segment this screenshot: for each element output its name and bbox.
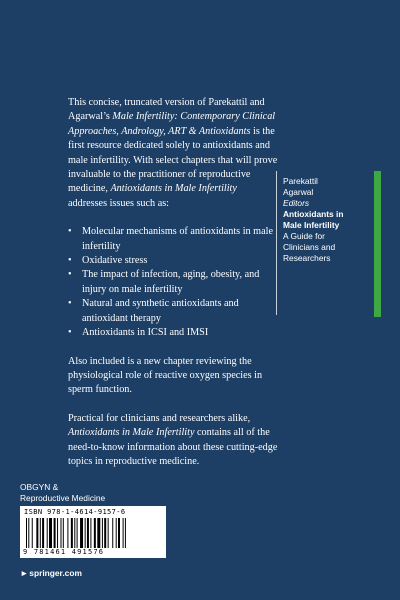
topic-text: Natural and synthetic antioxidants and antioxidant therapy [82, 298, 239, 324]
bullet-icon: • [68, 269, 72, 281]
bullet-icon: • [68, 255, 72, 267]
intro-text: is the first resource dedicated solely to antioxidants and male infertility. With select chapters that will prove invaluable to the practitioner of reproductive medicine, [68, 125, 278, 195]
topic-text: Molecular mechanisms of antioxidants in male infertility [82, 226, 273, 252]
book-title-inline: Antioxidants in Male Infertility [110, 183, 237, 195]
topics-list [68, 225, 278, 340]
editor-name: Agarwal [283, 187, 314, 197]
category-line: OBGYN & [20, 482, 59, 492]
accent-bar [374, 171, 381, 317]
publisher-website [20, 568, 82, 578]
topic-item [68, 268, 278, 297]
book-title-line: Male Infertility [283, 220, 340, 230]
practical-text: Practical for clinicians and researchers alike, [68, 412, 251, 424]
bullet-icon: • [68, 226, 72, 238]
practical-paragraph [68, 412, 278, 470]
editor-name: Parekattil [283, 176, 318, 186]
isbn-label: ISBN 978-1-4614-9157-6 [24, 508, 126, 516]
also-paragraph: Also included is a new chapter reviewing the physiological role of reactive oxygen species in sperm function. [68, 355, 263, 396]
topic-item [68, 254, 278, 268]
practical-text: contains all of the need-to-know information about these cutting-edge topics in reproductive medicine. [68, 427, 278, 467]
topic-item [68, 297, 278, 326]
subtitle-line: A Guide for [283, 231, 325, 241]
bullet-icon: • [68, 298, 72, 310]
intro-paragraph [68, 96, 278, 211]
topic-text: Antioxidants in ICSI and IMSI [82, 327, 209, 339]
side-divider [276, 171, 277, 315]
intro-text: This concise, truncated version of Parekattil and Agarwal’s [68, 97, 265, 123]
arrow-icon: ► [20, 568, 29, 578]
intro-text: addresses issues such as: [68, 197, 170, 209]
topic-text: The impact of infection, aging, obesity, and injury on male infertility [82, 269, 260, 295]
barcode [20, 506, 166, 558]
topic-item [68, 326, 278, 340]
category-line: Reproductive Medicine [20, 493, 106, 503]
editors-label: Editors [283, 198, 310, 208]
barcode-digits: 9 781461 491576 [23, 548, 105, 556]
topic-text: Oxidative stress [82, 255, 148, 267]
book-title-line: Antioxidants in [283, 209, 344, 219]
subject-category [20, 482, 105, 504]
bullet-icon: • [68, 327, 72, 339]
back-cover-blurb [68, 96, 278, 483]
topic-item [68, 225, 278, 254]
subtitle-line: Clinicians and [283, 242, 336, 252]
subtitle-line: Researchers [283, 253, 331, 263]
website-text: springer.com [29, 568, 82, 578]
parent-book-title: Male Infertility: Contemporary Clinical Approaches, Andrology, ART & Antioxidants [68, 111, 276, 137]
barcode-bars [26, 518, 162, 548]
book-title-inline: Antioxidants in Male Infertility [68, 427, 195, 439]
spine-info [283, 176, 375, 264]
